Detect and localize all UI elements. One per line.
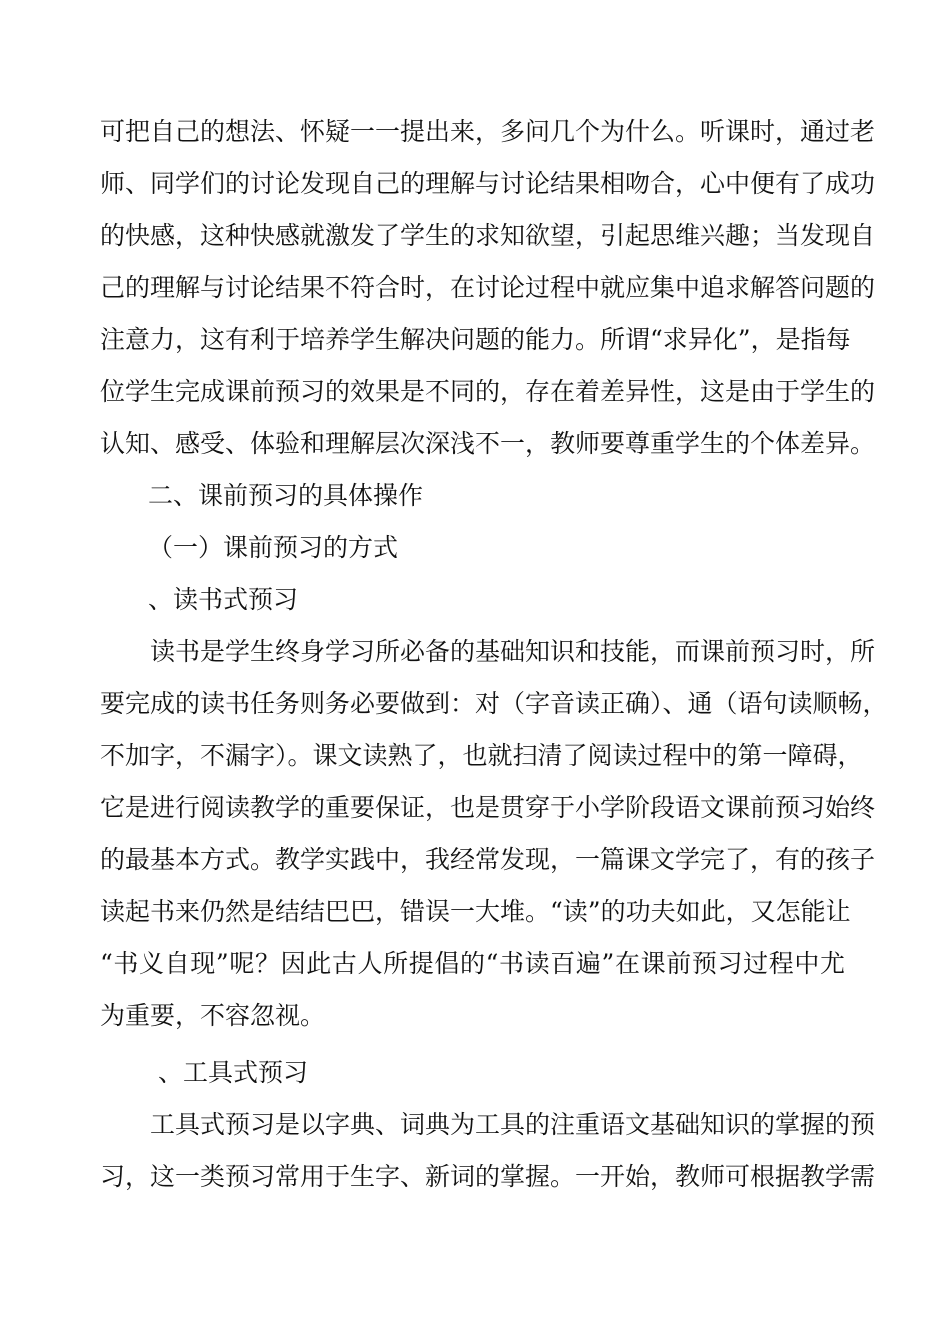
item2-text: 工具式预习是以字典、词典为工具的注重语文基础知识的掌握的预 [150,1110,876,1139]
item1-line-3 [0,736,950,776]
intro-line-7 [0,424,950,464]
subsection-heading [0,528,950,568]
item1-line-1 [0,632,950,672]
item1-line-4 [0,788,950,828]
item1-text: 的最基本方式。教学实践中，我经常发现，一篇课文学完了，有的孩子 [100,845,876,874]
item1-text: 它是进行阅读教学的重要保证，也是贯穿于小学阶段语文课前预习始终 [100,793,876,822]
item1-text: 为重要，不容忽视。 [100,1001,326,1030]
intro-text: 师、同学们的讨论发现自己的理解与讨论结果相吻合，心中便有了成功 [100,169,876,198]
item1-heading-text: 、读书式预习 [148,585,299,614]
intro-text: 己的理解与讨论结果不符合时，在讨论过程中就应集中追求解答问题的 [100,273,876,302]
intro-text: 位学生完成课前预习的效果是不同的，存在着差异性，这是由于学生的 [100,377,876,406]
intro-line-3 [0,216,950,256]
item1-line-7 [0,944,950,984]
intro-text: 注意力，这有利于培养学生解决问题的能力。所谓“求异化”，是指每 [100,325,851,354]
intro-line-1 [0,112,950,152]
section-heading [0,476,950,516]
item1-line-8 [0,996,950,1036]
item2-text: 习，这一类预习常用于生字、新词的掌握。一开始，教师可根据教学需 [100,1162,876,1191]
item2-heading [0,1053,950,1093]
intro-text: 的快感，这种快感就激发了学生的求知欲望，引起思维兴趣；当发现自 [100,221,876,250]
item2-heading-text: 、工具式预习 [158,1058,309,1087]
intro-text: 可把自己的想法、怀疑一一提出来，多问几个为什么。听课时，通过老 [100,117,876,146]
item2-line-2 [0,1157,950,1197]
intro-text: 认知、感受、体验和理解层次深浅不一，教师要尊重学生的个体差异。 [100,429,876,458]
item2-line-1 [0,1105,950,1145]
item1-text: 读起书来仍然是结结巴巴，错误一大堆。“读”的功夫如此，又怎能让 [100,897,851,926]
intro-line-2 [0,164,950,204]
item1-text: 读书是学生终身学习所必备的基础知识和技能，而课前预习时，所 [150,637,876,666]
intro-line-6 [0,372,950,412]
intro-line-4 [0,268,950,308]
item1-line-6 [0,892,950,932]
intro-line-5 [0,320,950,360]
item1-heading [0,580,950,620]
item1-text: 要完成的读书任务则务必要做到：对（字音读正确）、通（语句读顺畅， [100,689,888,718]
item1-line-2 [0,684,950,724]
subsection-heading-text: （一）课前预习的方式 [148,533,399,562]
item1-line-5 [0,840,950,880]
item1-text: “书义自现”呢？因此古人所提倡的“书读百遍”在课前预习过程中尤 [100,949,845,978]
section-heading-text: 二、课前预习的具体操作 [148,481,424,510]
item1-text: 不加字，不漏字）。课文读熟了，也就扫清了阅读过程中的第一障碍， [100,741,863,770]
